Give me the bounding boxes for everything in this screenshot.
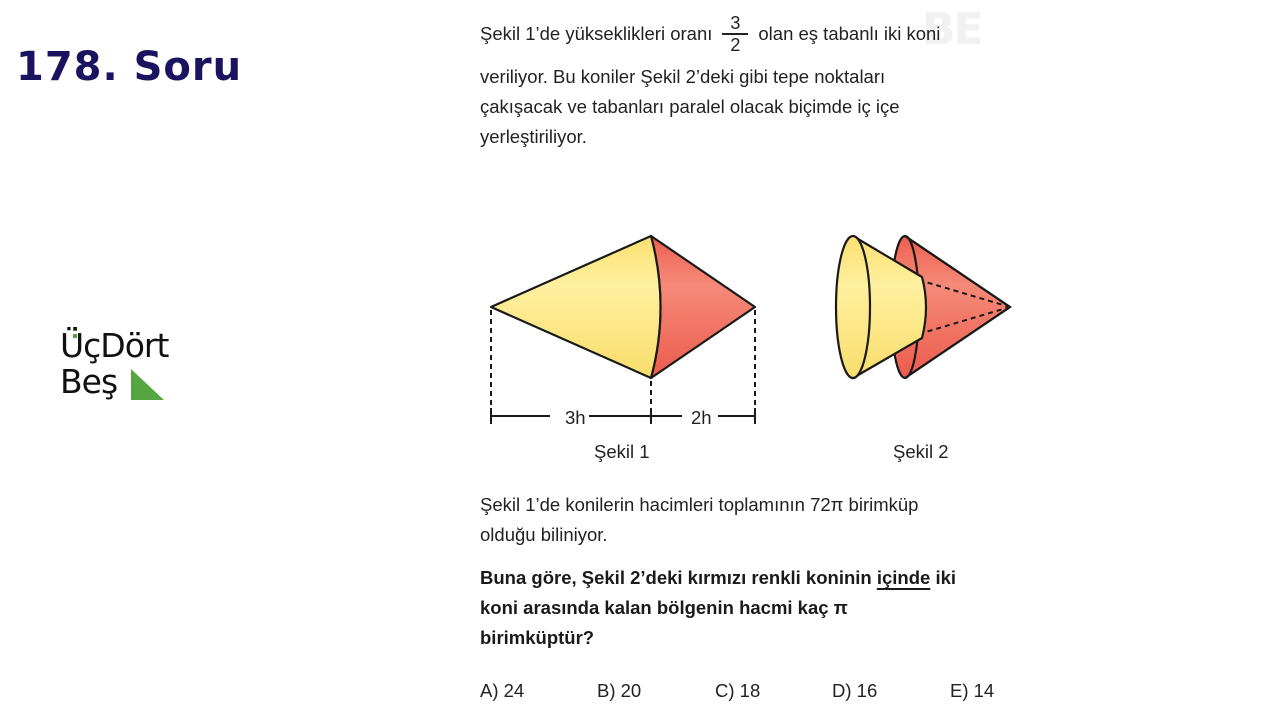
given-line-2: olduğu biliniyor. xyxy=(480,524,608,545)
intro-text-2: veriliyor. Bu koniler Şekil 2’deki gibi tepe noktaları xyxy=(480,66,886,87)
question-number: 178. Soru xyxy=(16,44,243,90)
fraction-denominator: 2 xyxy=(730,35,741,55)
watermark: BE xyxy=(922,4,982,55)
question-text-1a: Buna göre, Şekil 2’deki kırmızı renkli koninin xyxy=(480,567,877,588)
answer-choices xyxy=(480,680,1040,710)
intro-text-4: yerleştiriliyor. xyxy=(480,126,587,147)
figure1-caption: Şekil 1 xyxy=(594,441,650,462)
question-text-3: birimküptür? xyxy=(480,627,595,648)
label-3h: 3h xyxy=(565,407,586,428)
figure2-cones xyxy=(836,236,1010,378)
choice-c[interactable]: C) 18 xyxy=(715,680,761,701)
figures xyxy=(470,220,1040,480)
question-underlined-word: içinde xyxy=(876,567,931,588)
choice-b[interactable]: B) 20 xyxy=(597,680,642,701)
fraction-numerator: 3 xyxy=(730,13,741,33)
question-stem xyxy=(480,563,1040,653)
problem-intro xyxy=(480,13,1040,152)
given-info xyxy=(480,490,1040,550)
intro-text-1b: olan eş tabanlı iki koni xyxy=(758,23,941,44)
cone-diagram xyxy=(470,220,1040,480)
label-2h: 2h xyxy=(691,407,712,428)
logo-triangle-icon xyxy=(131,369,165,401)
intro-text-1: Şekil 1’de yükseklikleri oranı xyxy=(480,23,713,44)
figure1-cones xyxy=(491,236,755,424)
choice-d[interactable]: D) 16 xyxy=(832,680,878,701)
choice-a[interactable]: A) 24 xyxy=(480,680,525,701)
intro-text-3: çakışacak ve tabanları paralel olacak biçimde iç içe xyxy=(480,96,900,117)
height-ratio-fraction xyxy=(722,13,748,55)
figure2-caption: Şekil 2 xyxy=(893,441,949,462)
question-text-1c: iki xyxy=(930,567,957,588)
question-text-2: koni arasında kalan bölgenin hacmi kaç π xyxy=(480,597,848,618)
given-line-1: Şekil 1’de konilerin hacimleri toplamının 72π birimküp xyxy=(480,494,919,515)
choice-e[interactable]: E) 14 xyxy=(950,680,995,701)
logo-line2: Beş xyxy=(60,362,118,401)
logo-line1: ÜçDört xyxy=(60,326,169,365)
ucdortbes-logo xyxy=(60,327,200,407)
